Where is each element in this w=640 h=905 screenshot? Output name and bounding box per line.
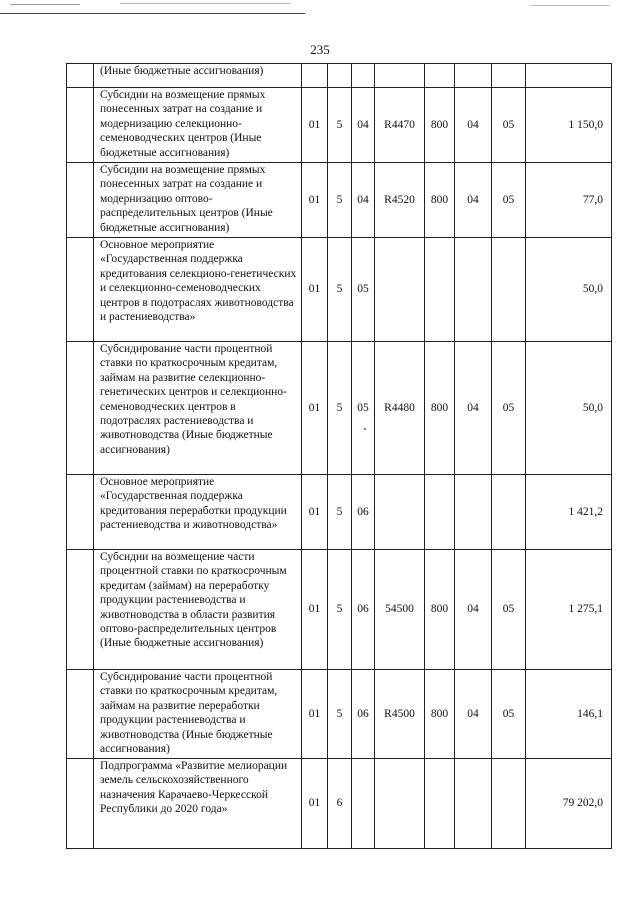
table-row: [67, 475, 612, 550]
code-cell: R4500: [375, 670, 425, 759]
sum-cell: 1 150,0: [526, 88, 612, 163]
sum-cell: 1 275,1: [526, 550, 612, 670]
code-cell: 01: [302, 342, 328, 475]
row-name: Основное мероприятие «Государственная поддержка кредитования переработки продукции растениеводства и животноводства»: [94, 475, 302, 550]
code-cell: 01: [302, 163, 328, 238]
row-name: (Иные бюджетные ассигнования): [94, 64, 302, 88]
code-cell: 54500: [375, 550, 425, 670]
code-cell: 06: [352, 550, 375, 670]
table-row: [67, 64, 612, 88]
code-cell: [352, 759, 375, 849]
code-cell: [302, 64, 328, 88]
code-cell: 05: [352, 238, 375, 342]
code-cell: [328, 64, 352, 88]
code-cell: 01: [302, 550, 328, 670]
code-cell: [492, 238, 526, 342]
code-cell: 01: [302, 475, 328, 550]
code-cell: 800: [425, 88, 455, 163]
blank-cell: [67, 64, 94, 88]
sum-cell: 79 202,0: [526, 759, 612, 849]
code-cell: 5: [328, 550, 352, 670]
sum-cell: 50,0: [526, 342, 612, 475]
code-cell: 05: [492, 163, 526, 238]
code-cell: 5: [328, 475, 352, 550]
code-cell: [425, 759, 455, 849]
blank-cell: [67, 342, 94, 475]
code-cell: 5: [328, 88, 352, 163]
code-cell: 800: [425, 163, 455, 238]
code-cell: [455, 475, 492, 550]
code-cell: 04: [455, 88, 492, 163]
blank-cell: [67, 670, 94, 759]
table-row: [67, 238, 612, 342]
blank-cell: [67, 163, 94, 238]
code-cell: [375, 238, 425, 342]
code-cell: [455, 759, 492, 849]
code-cell: 05: [492, 670, 526, 759]
code-cell: 04: [455, 163, 492, 238]
code-cell: [375, 475, 425, 550]
top-rule: [0, 13, 305, 14]
code-cell: 04: [352, 88, 375, 163]
code-cell: 05: [492, 550, 526, 670]
code-cell: 04: [352, 163, 375, 238]
code-cell: 800: [425, 670, 455, 759]
scan-speck: [364, 428, 366, 430]
code-cell: 04: [455, 342, 492, 475]
table-row: [67, 759, 612, 849]
code-cell: 800: [425, 342, 455, 475]
code-cell: R4480: [375, 342, 425, 475]
row-name: Субсидирование части процентной ставки по краткосрочным кредитам, займам на развитие переработки продукции растениеводства и животноводства (Иные бюджетные ассигнования): [94, 670, 302, 759]
table-row: [67, 163, 612, 238]
code-cell: 800: [425, 550, 455, 670]
code-cell: 01: [302, 759, 328, 849]
code-cell: 06: [352, 670, 375, 759]
table-row: [67, 550, 612, 670]
code-cell: [375, 759, 425, 849]
code-cell: 04: [455, 550, 492, 670]
sum-cell: [526, 64, 612, 88]
code-cell: 05: [352, 342, 375, 475]
table-row: [67, 88, 612, 163]
code-cell: [425, 475, 455, 550]
code-cell: 01: [302, 238, 328, 342]
code-cell: R4470: [375, 88, 425, 163]
row-name: Подпрограмма «Развитие мелиорации земель сельскохозяйственного назначения Карачаево-Черкесской Республики до 2020 года»: [94, 759, 302, 849]
scan-artifacts: [0, 0, 640, 8]
code-cell: 5: [328, 163, 352, 238]
sum-cell: 77,0: [526, 163, 612, 238]
code-cell: [455, 238, 492, 342]
sum-cell: 146,1: [526, 670, 612, 759]
code-cell: 01: [302, 670, 328, 759]
code-cell: [352, 64, 375, 88]
blank-cell: [67, 88, 94, 163]
row-name: Субсидирование части процентной ставки по краткосрочным кредитам, займам на развитие селекционно-генетических центров и селекционно-семеноводческих центров в подотраслях растениеводства и животноводства (Иные бюджетные ассигнования): [94, 342, 302, 475]
code-cell: [375, 64, 425, 88]
table-row: [67, 670, 612, 759]
code-cell: [455, 64, 492, 88]
sum-cell: 50,0: [526, 238, 612, 342]
code-cell: 04: [455, 670, 492, 759]
code-cell: 5: [328, 238, 352, 342]
page-number: 235: [310, 42, 330, 57]
blank-cell: [67, 475, 94, 550]
code-cell: 06: [352, 475, 375, 550]
budget-table: [66, 63, 612, 849]
row-name: Субсидии на возмещение части процентной ставки по краткосрочным кредитам (займам) на переработку продукции растениеводства и животноводства в области развития оптово-распределительных центров (Иные бюджетные ассигнования): [94, 550, 302, 670]
code-cell: 05: [492, 88, 526, 163]
code-cell: 5: [328, 670, 352, 759]
row-name: Субсидии на возмещение прямых понесенных затрат на создание и модернизацию селекционно-семеноводческих центров (Иные бюджетные ассигнования): [94, 88, 302, 163]
code-cell: 5: [328, 342, 352, 475]
blank-cell: [67, 759, 94, 849]
blank-cell: [67, 238, 94, 342]
table-row: [67, 342, 612, 475]
code-cell: 01: [302, 88, 328, 163]
sum-cell: 1 421,2: [526, 475, 612, 550]
code-cell: [492, 475, 526, 550]
code-cell: [492, 64, 526, 88]
row-name: Основное мероприятие «Государственная поддержка кредитования селекционо-генетических и селекционно-семеноводческих центров в подотраслях животноводства и растениеводства»: [94, 238, 302, 342]
blank-cell: [67, 550, 94, 670]
code-cell: R4520: [375, 163, 425, 238]
code-cell: [425, 238, 455, 342]
code-cell: 6: [328, 759, 352, 849]
code-cell: 05: [492, 342, 526, 475]
code-cell: [425, 64, 455, 88]
code-cell: [492, 759, 526, 849]
row-name: Субсидии на возмещение прямых понесенных затрат на создание и модернизацию оптово-распределительных центров (Иные бюджетные ассигнования): [94, 163, 302, 238]
